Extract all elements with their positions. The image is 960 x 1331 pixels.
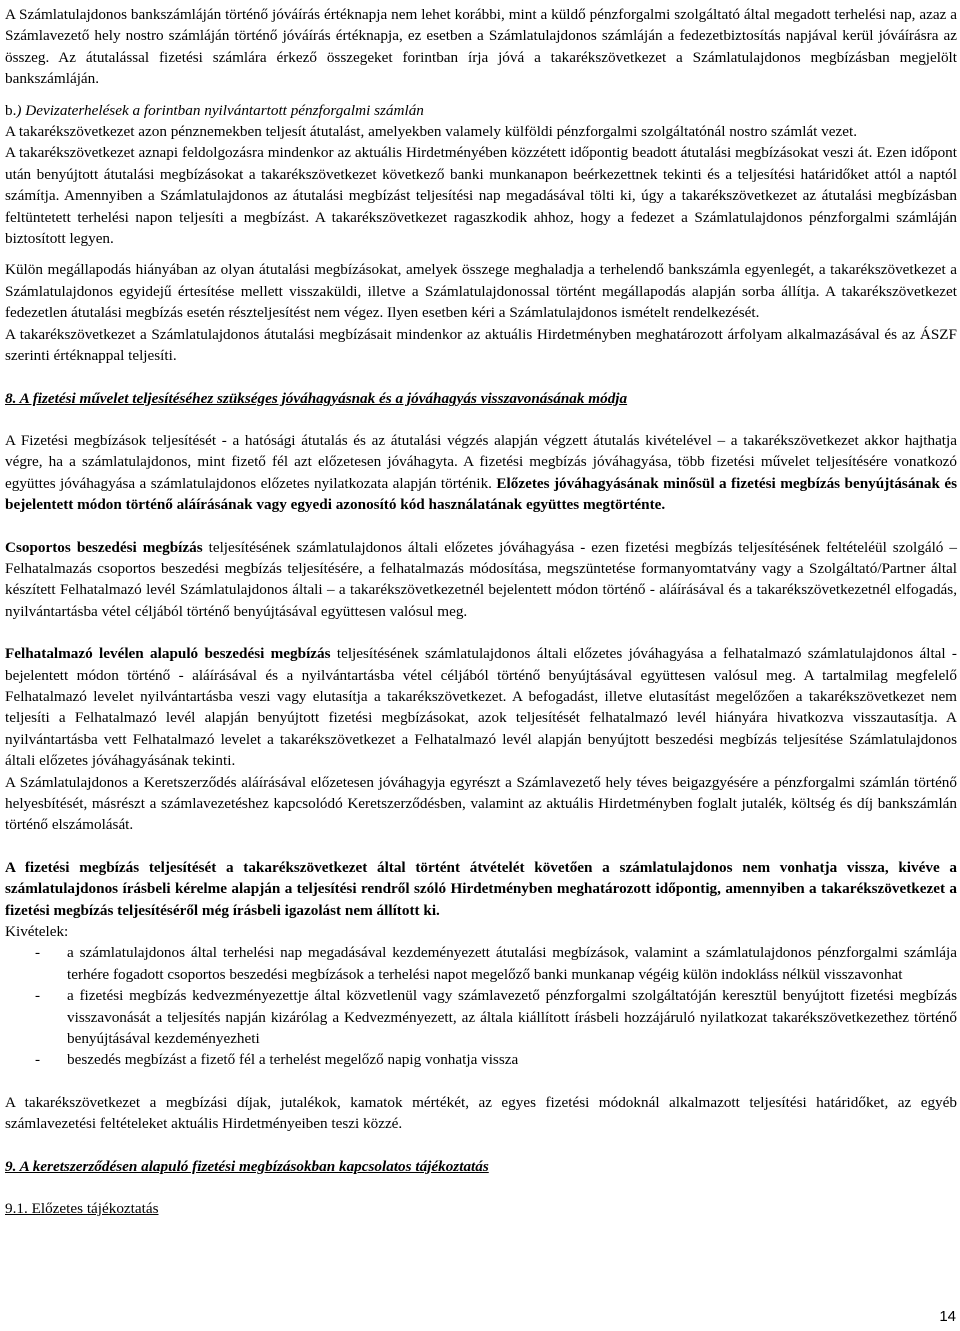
paragraph-currency: A takarékszövetkezet azon pénznemekben teljesít átutalást, amelyekben valamely külföldi pénzforgalmi szolgáltatónál nostro számlát vezet. xyxy=(5,123,858,141)
paragraph-text: teljesítésének számlatulajdonos általi előzetes jóváhagyása - ezen fizetési megbízás teljesítésének feltételéül szolgáló – Felhatalmazás csoportos beszedési megbízás teljesítésére, a felhatalmazás módosítása, megszüntetése formanyomtatvány vagy a Szolgáltató/Partner által készített Felhatalmazó levél Számlatulajdonos általi – a takarékszövetkezetnél bejelentett módon történő - aláírásával és a takarékszövetkezetnél elfogadás, nyilvántartásba vétel céljából történő benyújtásával együttesen valósul meg. xyxy=(5,538,957,620)
subheading-b xyxy=(5,100,957,121)
list-item-text: a számlatulajdonos által terhelési nap megadásával kezdeményezett átutalási megbízások, valamint a számlatulajdonos pénzforgalmi számlája terhére fogadott csoportos beszedési megbízások a terhelési napot megelőző banki munkanap végéig külön indokláss nélkül visszavonhat xyxy=(67,944,957,983)
paragraph-text: teljesítésének számlatulajdonos általi előzetes jóváhagyása a felhatalmazó számlatulajdonos által - bejelentett módon történő - aláírásával és a nyilvántartásba vétel céljából történő benyújtásával együttesen valósul meg. A tartalmilag megfelelő Felhatalmazó levelet nyilvántartásba veszi vagy elutasítja a takarékszövetkezet. A befogadást, illetve elutasítást megelőzően a takarékszövetkezet nem teljesíti a Felhatalmazó levél alapján benyújtott fizetési megbízásokat, azok teljesítését felhatalmazó levél hiányára hivatkozva visszautasítja. A nyilvántartásba vett Felhatalmazó levelet a takarékszövetkezet a Felhatalmazó levél alapján benyújtott beszedési megbízás teljesítése Számlatulajdonos általi előzetes jóváhagyásának tekinti. xyxy=(5,645,957,770)
paragraph-bold-text: Előzetes jóváhagyásának minősül a fizetési megbízás benyújtásának és bejelentett módon történő aláírásának vagy egyedi azonosító kód használatának együttes megtörténte. xyxy=(5,474,957,514)
dash-bullet: - xyxy=(35,944,41,962)
subheading-text: ) Devizaterhelések a forintban nyilvántartott pénzforgalmi számlán xyxy=(16,101,424,119)
paragraph-insufficient-funds: Külön megállapodás hiányában az olyan átutalási megbízásokat, amelyek összege meghaladja a terhelendő bankszámla egyenlegét, a takarékszövetkezet a Számlatulajdonos egyidejű értesítése mellett visszaküldi, illetve a Számlatulajdonossal történt megállapodás alapján sorba állítja. A takarékszövetkezet fedezetlen átutalási megbízás esetén részteljesítést nem végez. Ilyen esetben kéri a Számlatulajdonos ismételt rendelkezését. xyxy=(5,261,957,322)
paragraph-value-date xyxy=(5,4,957,90)
section-9-1-heading: 9.1. Előzetes tájékoztatás xyxy=(5,1200,159,1218)
exceptions-list xyxy=(5,942,957,1070)
paragraph-framework-contract: A Számlatulajdonos a Keretszerződés aláírásával előzetesen jóváhagyja egyrészt a Számlavezető hely téves beigazgyésére a pénzforgalmi számlán történő helyesbítését, másrészt a számlavezetéshez kapcsolódó Keretszerződésben, valamint az aktuális Hirdetményben foglalt jutalék, költség és díj bankszámlán történő elszámolását. xyxy=(5,773,957,834)
paragraph-text: A Fizetési megbízások teljesítését - a hatósági átutalás és az átutalási végzés alapján végzett átutalás kivételével – a takarékszövetkezet akkor hajthatja végre, ha a számlatulajdonos, mint fizető fél azt előzetesen jóváhagyta. A fizetési megbízás jóváhagyása, több fizetési művelet teljesítésére vonatkozó együttes jóváhagyása a számlatulajdonos előzetes nyilatkozata alapján történik. xyxy=(5,431,957,492)
paragraph-bold-text: Csoportos beszedési megbízás xyxy=(5,538,203,556)
document-page xyxy=(5,4,957,1220)
exceptions-label: Kivételek: xyxy=(5,923,69,941)
paragraph-fees: A takarékszövetkezet a megbízási díjak, jutalékok, kamatok mértékét, az egyes fizetési módoknál alkalmazott teljesítési határidőket, az egyéb számlavezetési feltételeket aktuális Hirdetményeiben teszi közzé. xyxy=(5,1093,957,1133)
subheading-label: b. xyxy=(5,101,17,119)
paragraph-authorization-letter xyxy=(5,643,957,771)
paragraph-revocation: A fizetési megbízás teljesítését a takarékszövetkezet által történt átvételét követően a számlatulajdonos nem vonhatja vissza, kivéve a számlatulajdonos írásbeli kérelme alapján a teljesítési rendről szóló Hirdetményben meghatározott időpontig, amennyiben a takarékszövetkezet a fizetési megbízás teljesítéséről még írásbeli igazolást nem állított ki. xyxy=(5,858,957,919)
section-8-heading: 8. A fizetési művelet teljesítéséhez szükséges jóváhagyásnak és a jóváhagyás visszavonásának módja xyxy=(5,389,628,407)
list-item-text: a fizetési megbízás kedvezményezettje által közvetlenül vagy számlavezető pénzforgalmi szolgáltatóján keresztül benyújtott fizetési megbízás visszavonását a teljesítés napján kizárólag a Kedvezményezett, az általa kiállított írásbeli hozzájáruló nyilatkozat takarékszövetkezethez történő benyújtásával kezdeményezheti xyxy=(67,987,957,1048)
list-item xyxy=(5,985,957,1049)
list-item xyxy=(5,942,957,985)
page-number: 14 xyxy=(939,1308,956,1325)
list-item-text: beszedés megbízást a fizető fél a terhelést megelőző napig vonhatja vissza xyxy=(67,1051,519,1069)
paragraph-bold-text: Felhatalmazó levélen alapuló beszedési megbízás xyxy=(5,645,331,663)
paragraph-approval xyxy=(5,430,957,516)
paragraph-processing: A takarékszövetkezet aznapi feldolgozásra mindenkor az aktuális Hirdetményében közzétett időpontig beadott átutalási megbízásokat veszi át. Ezen időpont után benyújtott átutalási megbízásokat a takarékszövetkezet következő banki munkanapon beérkezettnek tekinti és a teljesítési határidőket attól a naptól számítja. Amennyiben a Számlatulajdonos az átutalási megbízást teljesítési nap megadásával tölti ki, úgy a takarékszövetkezet az átutalási megbízásban feltüntetett terhelési napon teljesíti a megbízást. A takarékszövetkezet ragaszkodik ahhoz, hogy a fedezet a Számlatulajdonos pénzforgalmi számláján biztosított legyen. xyxy=(5,144,957,248)
section-9-heading: 9. A keretszerződésen alapuló fizetési megbízásokban kapcsolatos tájékoztatás xyxy=(5,1157,489,1175)
paragraph-group-collection xyxy=(5,537,957,623)
paragraph-text: Az átutalással fizetési számlára érkező összegeket forintban írja jóvá a takarékszövetkezet a Számlatulajdonos megbízásban megjelölt bankszámláján. xyxy=(5,48,957,88)
paragraph-text: A Számlatulajdonos bankszámláján történő jóváírás értéknapja nem lehet korábbi, mint a küldő pénzforgalmi szolgáltató által megadott terhelési nap, azaz a Számlavezető hely nostro számláján történő jóváírás értéknapja, ez esetben a Számlatulajdonos számláján a fedezetbiztosítás napjával kerül jóváírásra az összeg. xyxy=(5,6,957,66)
dash-bullet: - xyxy=(35,987,41,1005)
paragraph-exchange-rate: A takarékszövetkezet a Számlatulajdonos átutalási megbízásait mindenkor az aktuális Hirdetményben meghatározott árfolyam alkalmazásával és az ÁSZF szerinti értéknappal teljesíti. xyxy=(5,325,957,365)
list-item xyxy=(5,1049,957,1070)
dash-bullet: - xyxy=(35,1051,41,1069)
